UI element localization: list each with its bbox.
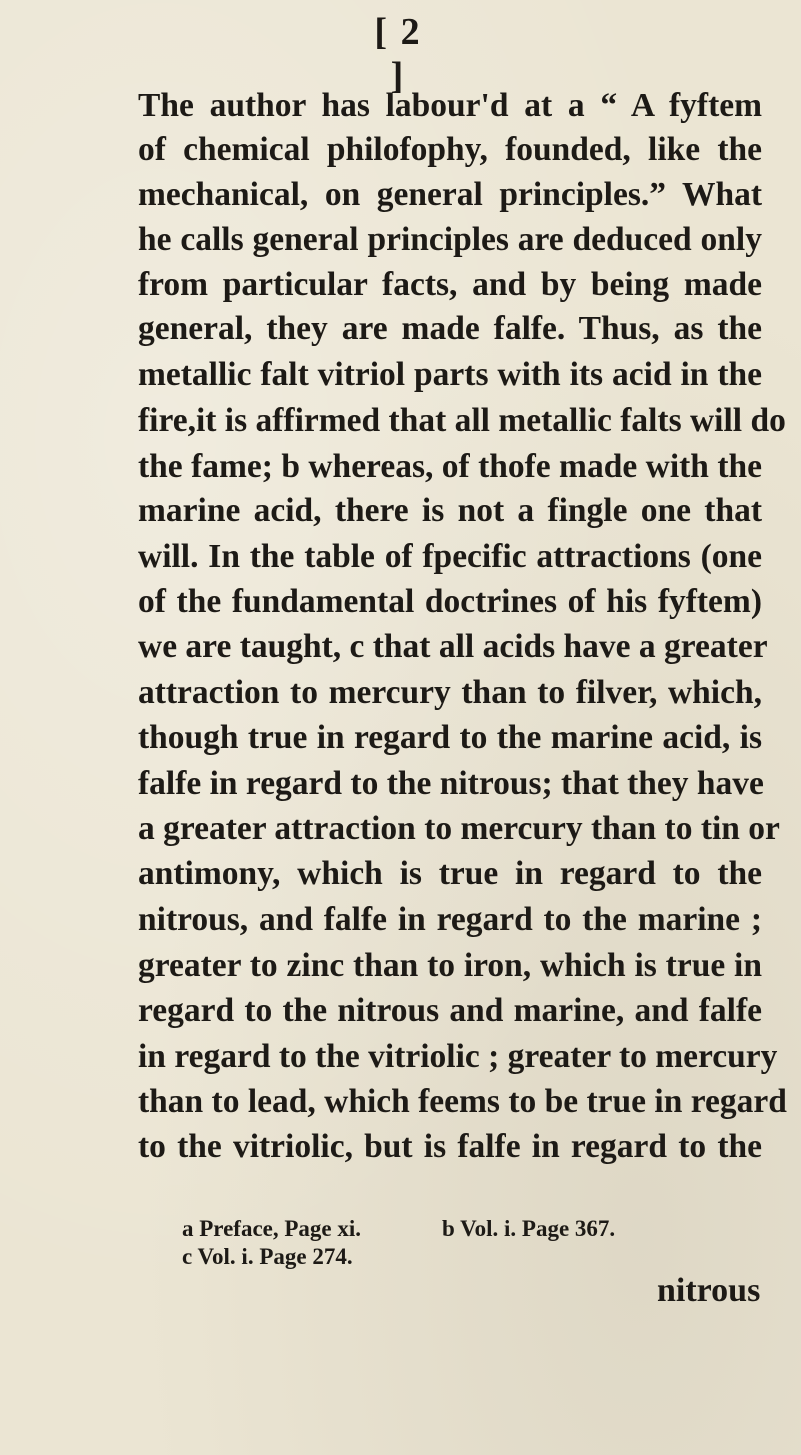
page-number: [ 2 ] bbox=[374, 11, 422, 97]
text-line: The author has labour'd at a “ A fyftem bbox=[138, 87, 762, 124]
text-line: of chemical philofophy, founded, like the bbox=[138, 131, 762, 168]
text-line: mechanical, on general principles.” What bbox=[138, 176, 762, 213]
text-line: marine acid, there is not a fingle one that bbox=[138, 492, 762, 529]
text-line: will. In the table of fpecific attractions (one bbox=[138, 538, 762, 575]
text-line: than to lead, which feems to be true in regard bbox=[138, 1083, 787, 1120]
text-line: in regard to the vitriolic ; greater to mercury bbox=[138, 1038, 778, 1075]
text-line: to the vitriolic, but is falfe in regard to the bbox=[138, 1128, 762, 1165]
text-line: of the fundamental doctrines of his fyftem) bbox=[138, 583, 762, 620]
text-line: attraction to mercury than to filver, which, bbox=[138, 674, 762, 711]
text-line: general, they are made falfe. Thus, as the bbox=[138, 310, 762, 347]
text-line: fire,it is affirmed that all metallic falts will do bbox=[138, 402, 786, 439]
text-line: a greater attraction to mercury than to tin or bbox=[138, 810, 780, 847]
text-line: the fame; b whereas, of thofe made with the bbox=[138, 448, 762, 485]
text-line: from particular facts, and by being made bbox=[138, 266, 762, 303]
text-line: nitrous, and falfe in regard to the marine ; bbox=[138, 901, 762, 938]
text-line: regard to the nitrous and marine, and falfe bbox=[138, 992, 762, 1029]
catchword: nitrous bbox=[657, 1272, 761, 1309]
footnote-a: a Preface, Page xi. bbox=[182, 1216, 362, 1241]
footnote-c: c Vol. i. Page 274. bbox=[182, 1244, 353, 1269]
text-line: greater to zinc than to iron, which is true in bbox=[138, 947, 762, 984]
text-line: antimony, which is true in regard to the bbox=[138, 855, 762, 892]
text-line: we are taught, c that all acids have a greater bbox=[138, 628, 768, 665]
text-line: he calls general principles are deduced only bbox=[138, 221, 762, 258]
footnote-b: b Vol. i. Page 367. bbox=[442, 1216, 616, 1241]
text-line: falfe in regard to the nitrous; that they have bbox=[138, 765, 764, 802]
text-line: though true in regard to the marine acid, is bbox=[138, 719, 762, 756]
text-line: metallic falt vitriol parts with its acid in the bbox=[138, 356, 762, 393]
